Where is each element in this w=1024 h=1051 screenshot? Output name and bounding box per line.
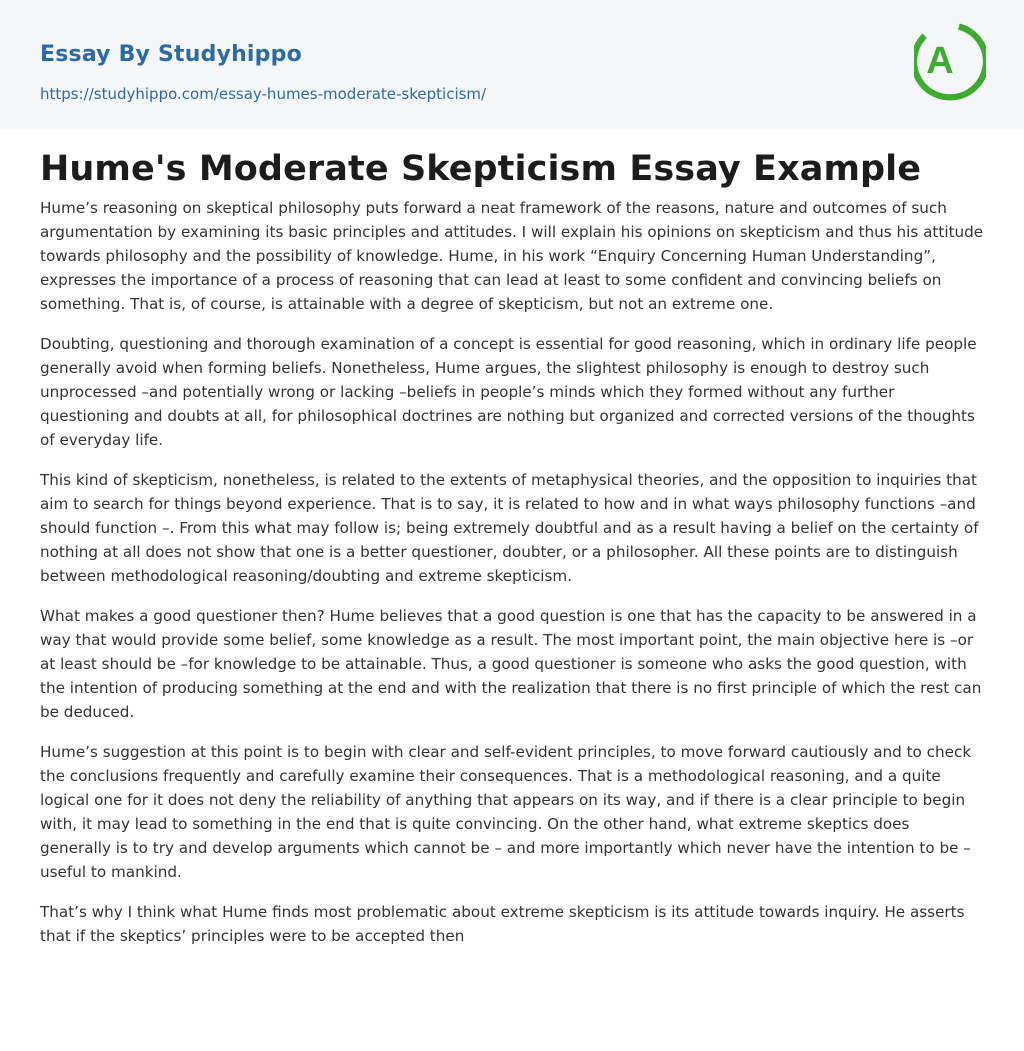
paragraph: Hume’s suggestion at this point is to begin with clear and self-evident principles, to move forward cautiously and to check the conclusions frequently and carefully examine their consequences. That is a methodological reasoning, and a quite logical one for it does not deny the reliability of anything that appears on its way, and if there is a clear principle to begin with, it may lead to something in the end that is quite convincing. On the other hand, what extreme skeptics does generally is to try and develop arguments which cannot be – and more importantly which never have the intention to be – useful to mankind. (40, 743, 972, 881)
studyhippo-logo-icon[interactable] (914, 20, 986, 104)
logo-letter: A (926, 40, 954, 82)
paragraph: What makes a good questioner then? Hume believes that a good question is one that has the capacity to be answered in a way that would provide some belief, some knowledge as a result. The most important point, the main objective here is –or at least should be –for knowledge to be attainable. Thus, a good questioner is someone who asks the good question, with the intention of producing something at the end and with the realization that there is no first principle of which the rest can be deduced. (40, 607, 982, 721)
brand-name[interactable]: Essay By Studyhippo (40, 42, 302, 67)
site-header (0, 0, 1024, 129)
page-title: Hume's Moderate Skepticism Essay Example (40, 149, 922, 189)
paragraph: That’s why I think what Hume finds most problematic about extreme skepticism is its attitude towards inquiry. He asserts that if the skeptics’ principles were to be accepted then (40, 903, 965, 945)
paragraph: This kind of skepticism, nonetheless, is related to the extents of metaphysical theories, and the opposition to inquiries that aim to search for things beyond experience. That is to say, it is related to how and in what ways philosophy functions –and should function –. From this what may follow is; being extremely doubtful and as a result having a belief on the certainty of nothing at all does not show that one is a better questioner, doubter, or a philosopher. All these points are to distinguish between methodological reasoning/doubting and extreme skepticism. (40, 471, 979, 585)
source-url-link[interactable]: https://studyhippo.com/essay-humes-moderate-skepticism/ (40, 85, 487, 103)
paragraph: Hume’s reasoning on skeptical philosophy puts forward a neat framework of the reasons, nature and outcomes of such argumentation by examining its basic principles and attitudes. I will explain his opinions on skepticism and thus his attitude towards philosophy and the possibility of knowledge. Hume, in his work “Enquiry Concerning Human Understanding”, expresses the importance of a process of reasoning that can lead at least to some confident and convincing beliefs on something. That is, of course, is attainable with a degree of skepticism, but not an extreme one. (40, 199, 984, 313)
article (0, 129, 1024, 948)
paragraph: Doubting, questioning and thorough examination of a concept is essential for good reasoning, which in ordinary life people generally avoid when forming beliefs. Nonetheless, Hume argues, the slightest philosophy is enough to destroy such unprocessed –and potentially wrong or lacking –beliefs in people’s minds which they formed without any further questioning and doubts at all, for philosophical doctrines are nothing but organized and corrected versions of the thoughts of everyday life. (40, 335, 977, 449)
